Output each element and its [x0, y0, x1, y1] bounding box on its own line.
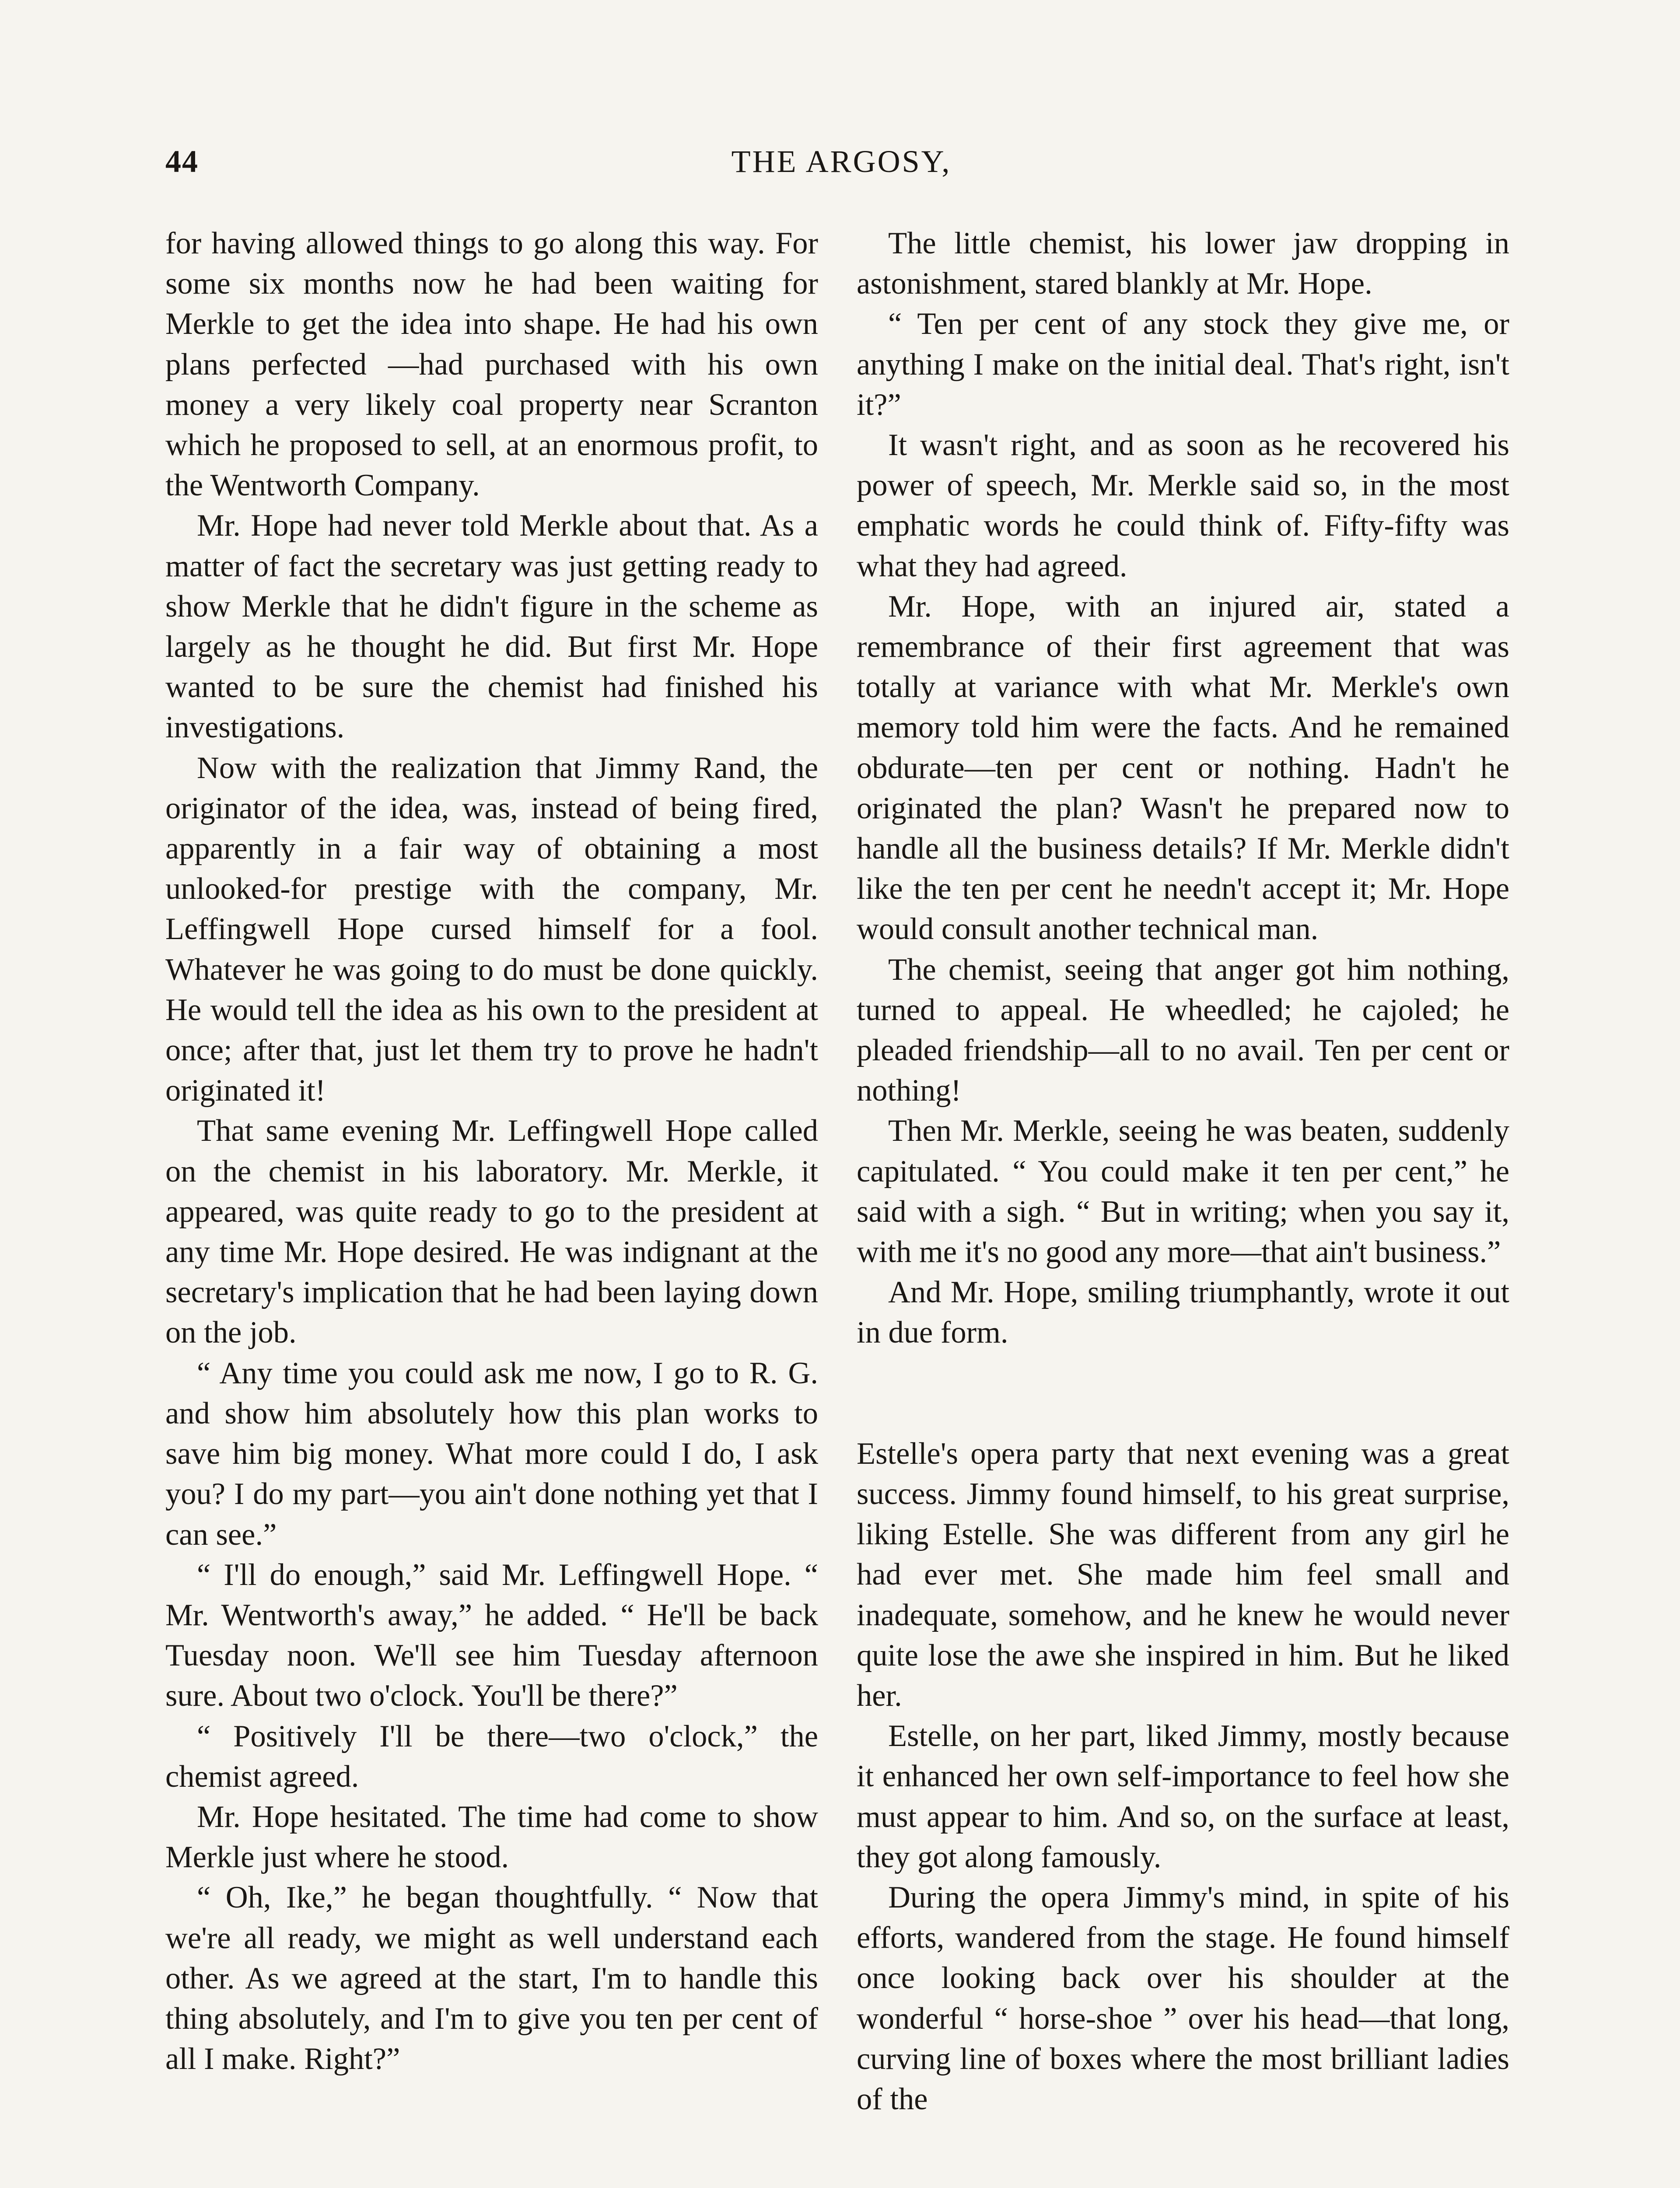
paragraph: for having allowed things to go along this way. For some six months now he had been waiting for Merkle to get the idea into shape. He had his own plans perfected —had purchased with his own money a very likely coal property near Scranton which he proposed to sell, at an enormous profit, to the Wentworth Company.: [165, 226, 818, 503]
paragraph: It wasn't right, and as soon as he recovered his power of speech, Mr. Merkle said so, in the most emphatic words he could think of. Fifty-fifty was what they had agreed.: [857, 428, 1509, 583]
paragraph: During the opera Jimmy's mind, in spite of his efforts, wandered from the stage. He found himself once looking back over his shoulder at the wonderful “ horse-shoe ” over his head—that long, curving line of boxes where the most brilliant ladies of the: [857, 1880, 1509, 2116]
paragraph: Mr. Hope had never told Merkle about that. As a matter of fact the secretary was just getting ready to show Merkle that he didn't figure in the scheme as largely as he thought he did. But first Mr. Hope wanted to be sure the chemist had finished his investigations.: [165, 508, 818, 745]
paragraph: “ Oh, Ike,” he began thoughtfully. “ Now that we're all ready, we might as well understand each other. As we agreed at the start, I'm to handle this thing absolutely, and I'm to give you ten per cent of all I make. Right?”: [165, 1880, 818, 2076]
paragraph: “ Ten per cent of any stock they give me, or anything I make on the initial deal. That's right, isn't it?”: [857, 307, 1509, 422]
paragraph: The little chemist, his lower jaw dropping in astonishment, stared blankly at Mr. Hope.: [857, 226, 1509, 301]
page-header: [165, 144, 1517, 192]
paragraph: That same evening Mr. Leffingwell Hope called on the chemist in his laboratory. Mr. Merkle, it appeared, was quite ready to go to the president at any time Mr. Hope desired. He was indignant at the secretary's implication that he had been laying down on the job.: [165, 1114, 818, 1350]
paragraph: Estelle, on her part, liked Jimmy, mostly because it enhanced her own self-importance to feel how she must appear to him. And so, on the surface at least, they got along famously.: [857, 1719, 1509, 1874]
right-column: [857, 223, 1509, 2119]
paragraph: Estelle's opera party that next evening was a great success. Jimmy found himself, to his great surprise, liking Estelle. She was different from any girl he had ever met. She made him feel small and inadequate, somehow, and he knew he would never quite lose the awe she inspired in him. But he liked her.: [857, 1436, 1509, 1713]
page-number: 44: [165, 144, 199, 179]
paragraph: “ Positively I'll be there—two o'clock,” the chemist agreed.: [165, 1719, 818, 1794]
paragraph: “ Any time you could ask me now, I go to R. G. and show him absolutely how this plan works to save him big money. What more could I do, I ask you? I do my part—you ain't done nothing yet that I can see.”: [165, 1356, 818, 1552]
paragraph: Mr. Hope hesitated. The time had come to show Merkle just where he stood.: [165, 1799, 818, 1875]
running-title: THE ARGOSY,: [731, 144, 952, 179]
section-break: [857, 1353, 1509, 1434]
paragraph: Now with the realization that Jimmy Rand, the originator of the idea, was, instead of being fired, apparently in a fair way of obtaining a most unlooked-for prestige with the company, Mr. Leffingwell Hope cursed himself for a fool. Whatever he was going to do must be done quickly. He would tell the idea as his own to the president at once; after that, just let them try to prove he hadn't originated it!: [165, 750, 818, 1108]
paragraph: “ I'll do enough,” said Mr. Leffingwell Hope. “ Mr. Wentworth's away,” he added. “ He'll be back Tuesday noon. We'll see him Tuesday afternoon sure. About two o'clock. You'll be there?”: [165, 1557, 818, 1713]
paragraph: The chemist, seeing that anger got him nothing, turned to appeal. He wheedled; he cajoled; he pleaded friendship—all to no avail. Ten per cent or nothing!: [857, 952, 1509, 1108]
left-column: [165, 223, 818, 2079]
paragraph: And Mr. Hope, smiling triumphantly, wrote it out in due form.: [857, 1275, 1509, 1350]
paragraph: Mr. Hope, with an injured air, stated a remembrance of their first agreement that was totally at variance with what Mr. Merkle's own memory told him were the facts. And he remained obdurate—ten per cent or nothing. Hadn't he originated the plan? Wasn't he prepared now to handle all the business details? If Mr. Merkle didn't like the ten per cent he needn't accept it; Mr. Hope would consult another technical man.: [857, 589, 1509, 947]
paragraph: Then Mr. Merkle, seeing he was beaten, suddenly capitulated. “ You could make it ten per cent,” he said with a sigh. “ But in writing; when you say it, with me it's no good any more—that ain't business.”: [857, 1114, 1509, 1269]
